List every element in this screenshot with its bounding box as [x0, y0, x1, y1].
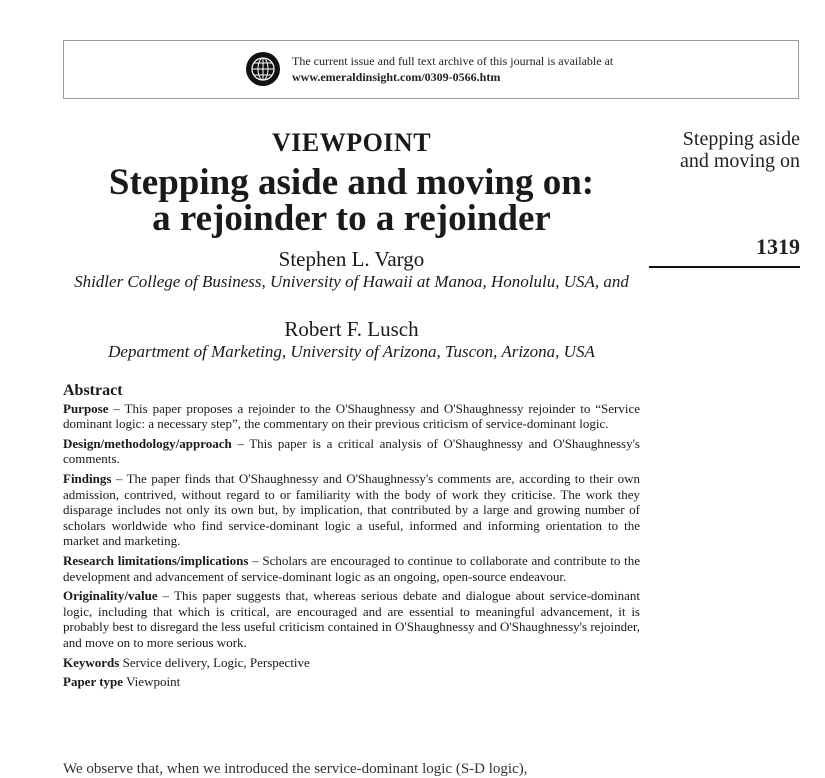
abstract-heading: Abstract [63, 382, 123, 399]
author-name: Robert F. Lusch [284, 317, 419, 341]
section-text: – Scholars are encouraged to continue to collaborate and contribute to the development and advancement of service-dominant logic as an ongoing, open-source endeavour. [63, 552, 640, 584]
section-label: Design/methodology/approach [63, 435, 232, 451]
article-title [63, 162, 640, 239]
section-label: Research limitations/implications [63, 552, 249, 568]
author-affiliation: Department of Marketing, University of Arizona, Tuscon, Arizona, USA [108, 342, 595, 361]
abstract-section [63, 471, 640, 549]
section-text: – This paper suggests that, whereas serious debate and dialogue about service-dominant logic, including that which is critical, are encouraged and are essential to meaningful advancement, it is probably best to disregard the less useful criticism contained in O'Shaughnessy and O'Shaughnessy's rejoinder, and move on to more serious work. [63, 588, 640, 650]
keywords-label: Keywords [63, 654, 120, 670]
abstract-section [63, 588, 640, 650]
section-label: Purpose [63, 400, 109, 416]
section-text: – This paper proposes a rejoinder to the O'Shaughnessy and O'Shaughnessy rejoinder to “Service dominant logic: a necessary step”, the commentary on their previous criticism of service-dominant logic. [63, 400, 640, 432]
abstract-section [63, 401, 640, 432]
abstract-section [63, 436, 640, 467]
section-text: – This paper is a critical analysis of O'Shaughnessy and O'Shaughnessy's comments. [63, 435, 640, 467]
running-head [680, 128, 800, 172]
globe-logo-icon [245, 51, 281, 87]
section-text: – The paper finds that O'Shaughnessy and O'Shaughnessy's comments are, according to their own admission, contrived, without regard to or familiarity with the body of work they criticise. The work they disparage includes not only its own but, by implication, that contributed by a large and growing number of scholars worldwide who find service-dominant logic a useful, informed and informing orientation to the market and marketing. [63, 470, 640, 549]
keywords-text: Service delivery, Logic, Perspective [119, 654, 310, 670]
banner-line: The current issue and full text archive of this journal is available at [292, 54, 614, 68]
author-name: Stephen L. Vargo [278, 247, 425, 271]
paper-type [63, 674, 640, 690]
title-line2: a rejoinder to a rejoinder [152, 198, 551, 239]
section-label: Findings [63, 470, 112, 486]
body-first-line: We observe that, when we introduced the service-dominant logic (S-D logic), [63, 761, 528, 777]
running-head-line1: Stepping aside [682, 128, 800, 150]
running-head-line2: and moving on [680, 150, 800, 172]
abstract-section [63, 553, 640, 584]
paper-type-text: Viewpoint [123, 674, 181, 690]
title-line1: Stepping aside and moving on: [108, 162, 595, 203]
journal-banner [63, 40, 799, 99]
paper-type-label: Paper type [63, 674, 124, 690]
section-label: Originality/value [63, 588, 158, 604]
page-number: 1319 [649, 234, 800, 268]
article-kicker: VIEWPOINT [271, 128, 432, 157]
abstract [63, 383, 640, 694]
keywords [63, 655, 640, 671]
journal-url-link[interactable]: www.emeraldinsight.com/0309-0566.htm [292, 70, 501, 84]
author-affiliation: Shidler College of Business, University of Hawaii at Manoa, Honolulu, USA, and [74, 272, 629, 291]
